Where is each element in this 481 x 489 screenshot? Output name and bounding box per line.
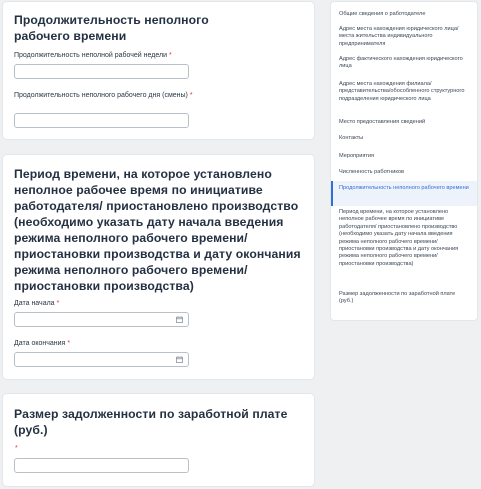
- nav-item-salary-debt[interactable]: Размер задолженности по заработной плате (руб.): [339, 291, 456, 305]
- nav-item-actual-address[interactable]: Адрес фактического нахождения юридического лица: [339, 56, 463, 70]
- duration-section-title: Продолжительность неполного рабочего времени: [14, 13, 209, 43]
- required-mark: *: [15, 445, 18, 452]
- week-duration-input[interactable]: [14, 64, 189, 79]
- nav-item-measures[interactable]: Мероприятия: [339, 153, 375, 159]
- period-section: [3, 155, 314, 379]
- nav-item-employee-count[interactable]: Численность работников: [339, 169, 404, 175]
- debt-label: [13, 444, 18, 454]
- nav-item-employer-info[interactable]: Общие сведения о работодателе: [339, 11, 426, 17]
- required-mark: *: [169, 52, 172, 59]
- required-mark: *: [189, 92, 193, 99]
- nav-item-contacts[interactable]: Контакты: [339, 135, 364, 141]
- start-date-label: [14, 299, 59, 309]
- period-section-title: Период времени, на которое установлено неполное рабочее время по инициативе работодателя/ приостановлено производство (необходимо указать дату начала введения режима неполного рабочего времени/ приостановки производства и дату окончания режима неполного рабочего времени/приостановки производства): [14, 167, 301, 293]
- day-duration-input[interactable]: [14, 113, 189, 128]
- end-date-input[interactable]: [14, 352, 189, 367]
- required-mark: *: [67, 340, 71, 347]
- end-date-label: [14, 339, 70, 349]
- week-duration-label-text: Продолжительность неполной рабочей недели: [14, 52, 168, 59]
- duration-section: [3, 2, 314, 139]
- start-date-input[interactable]: [14, 312, 189, 327]
- start-date-label-text: Дата начала: [14, 300, 55, 307]
- end-date-label-text: Дата окончания: [14, 340, 66, 347]
- calendar-icon[interactable]: [176, 316, 183, 323]
- day-duration-label-text: Продолжительность неполного рабочего дня (смены): [14, 92, 188, 99]
- nav-item-legal-address[interactable]: Адрес места нахождения юридического лица/ места жительства индивидуального предпринимателя: [339, 26, 459, 47]
- debt-section-title: Размер задолженности по заработной плате (руб.): [14, 407, 288, 437]
- nav-item-submission-place[interactable]: Место предоставления сведений: [339, 119, 426, 125]
- nav-item-branch-address[interactable]: Адрес места нахождения филиала/ представительства/обособленного структурного подразделения юридического лица: [339, 81, 465, 102]
- day-duration-label: [14, 91, 209, 101]
- required-mark: *: [56, 300, 60, 307]
- week-duration-label: [14, 51, 172, 61]
- nav-item-part-time-period[interactable]: Период времени, на которое установлено неполное рабочее время по инициативе работодателя/ приостановлено производство (необходимо указать дату начала введения режима неполного рабочего времени/приостановки производства и дату окончания режима неполного рабочего времени/приостановки производства): [339, 209, 459, 267]
- section-nav: [331, 2, 477, 320]
- calendar-icon[interactable]: [176, 356, 183, 363]
- debt-input[interactable]: [14, 458, 189, 473]
- debt-section: [3, 394, 314, 486]
- nav-item-part-time-duration[interactable]: Продолжительность неполного рабочего времени: [339, 185, 469, 191]
